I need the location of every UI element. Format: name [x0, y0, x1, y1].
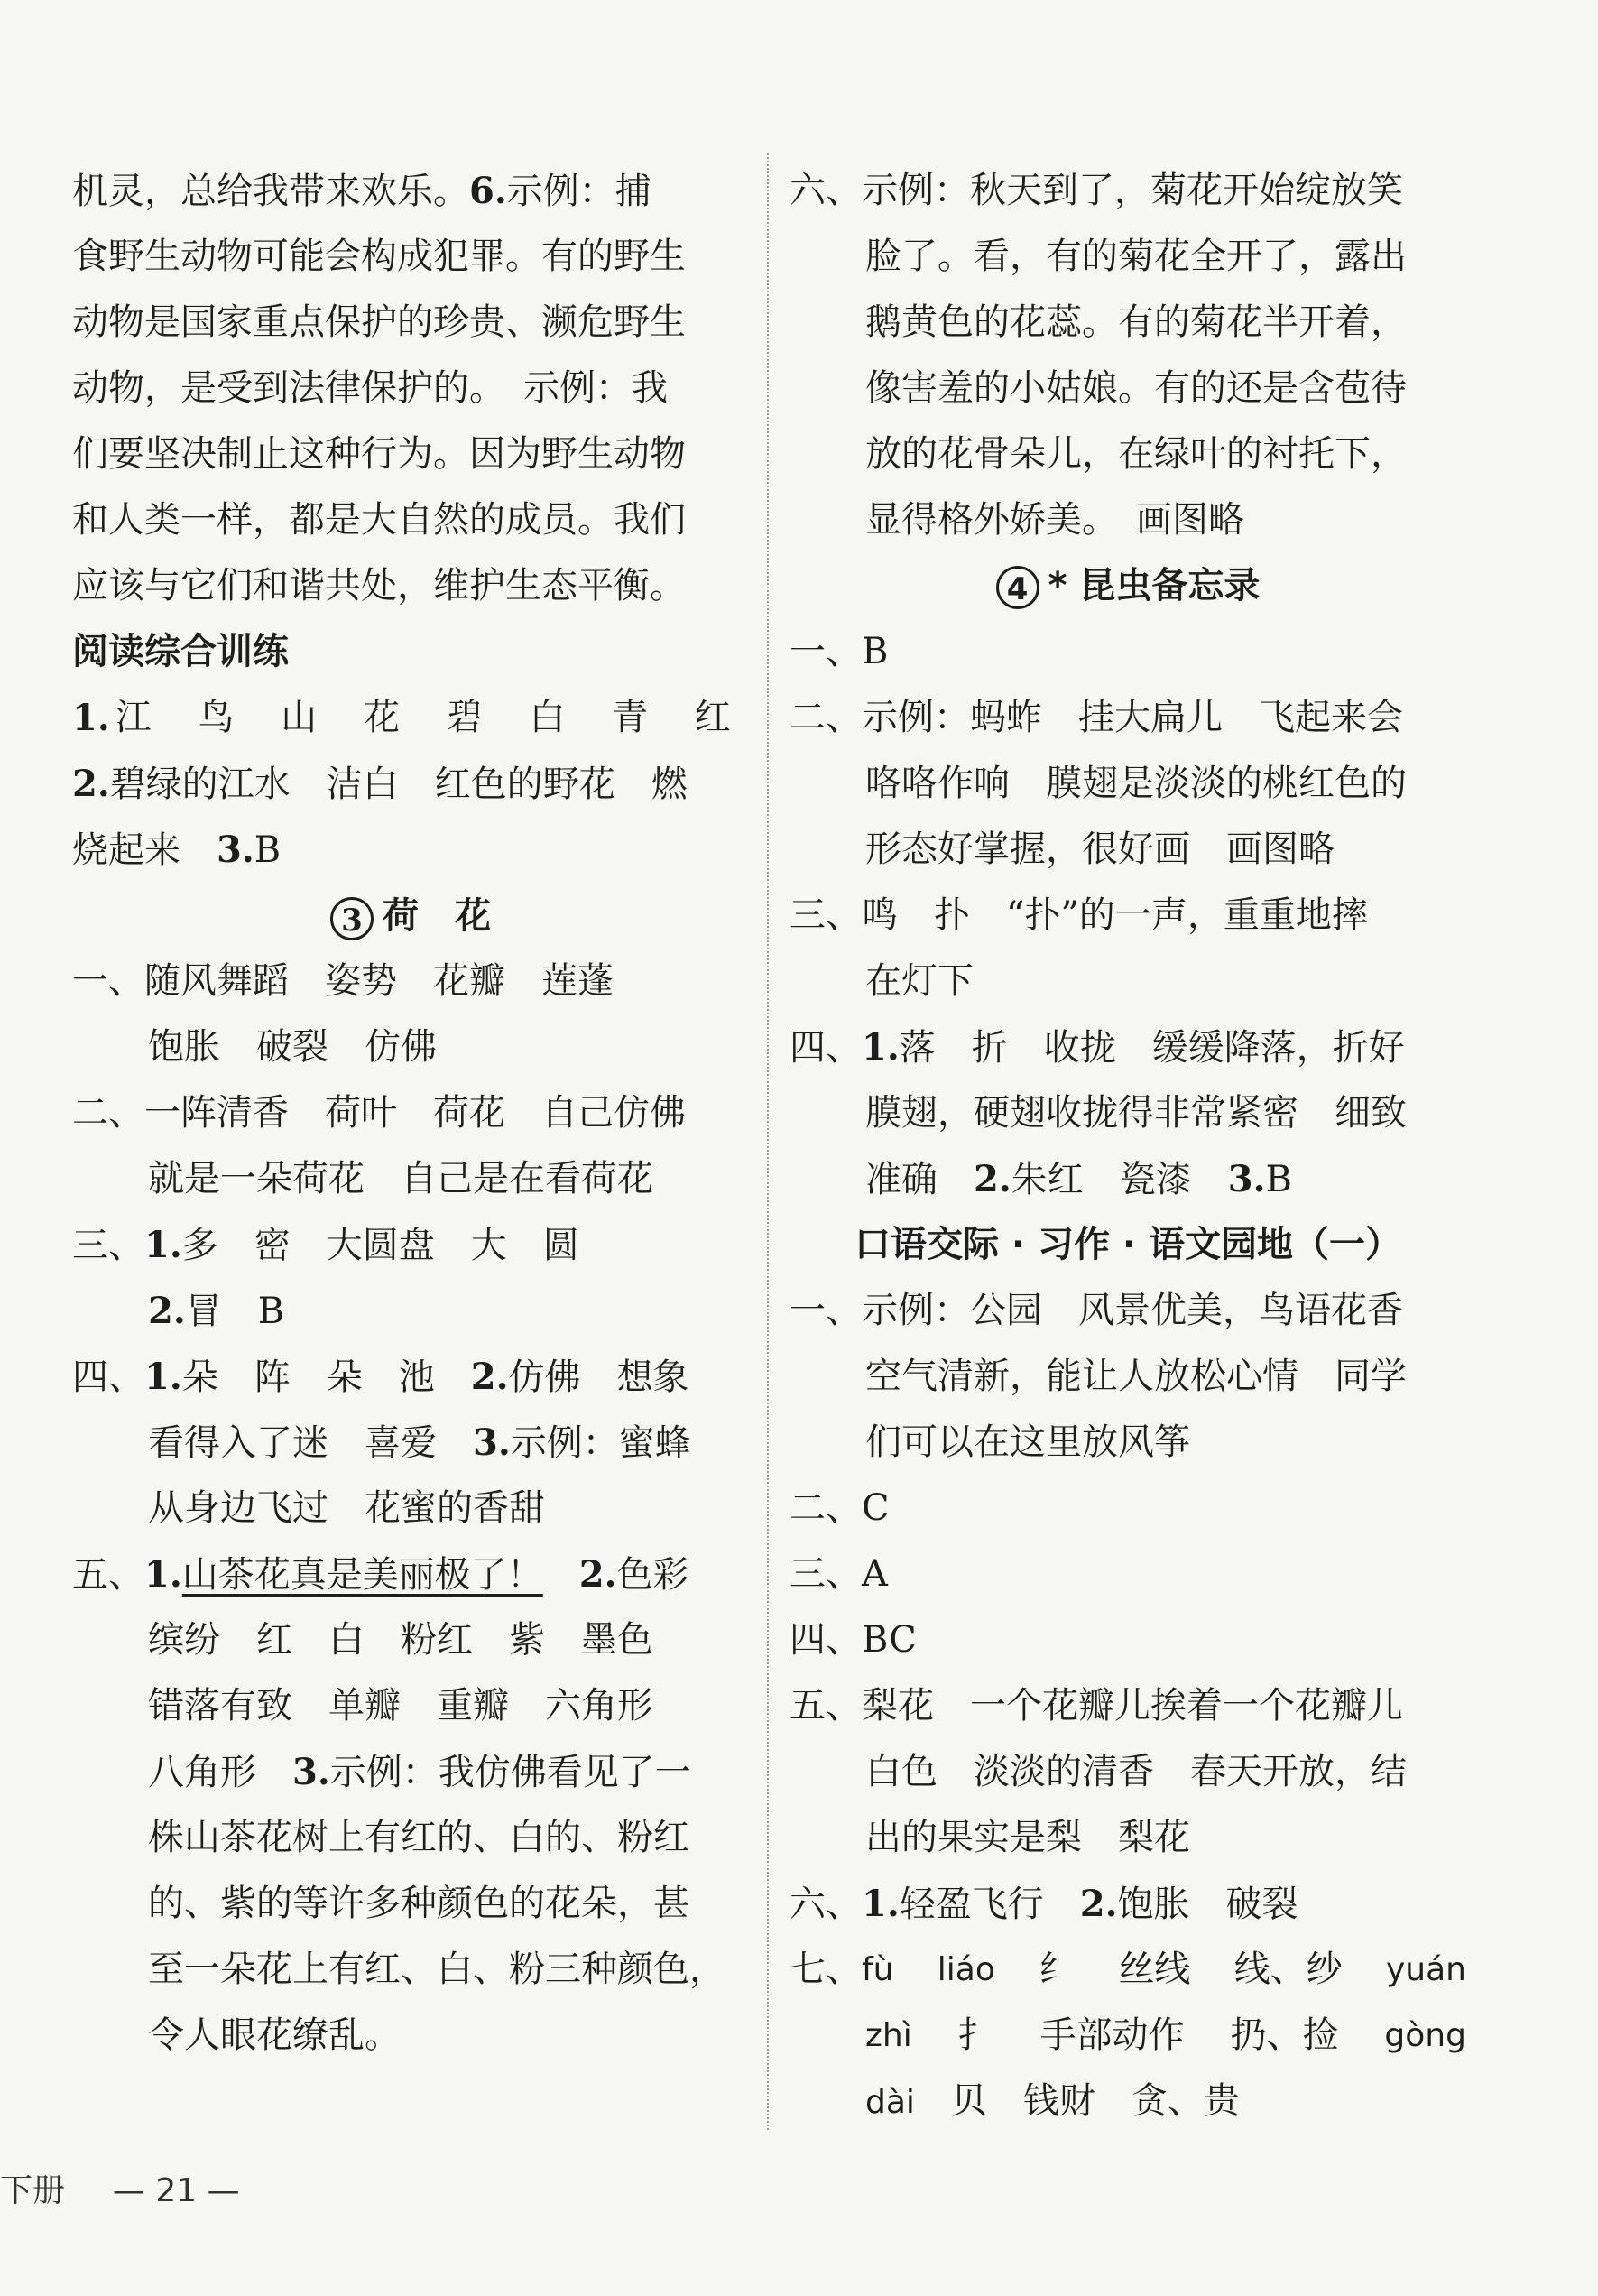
text-line: 们要坚决制止这种行为。因为野生动物 — [72, 433, 686, 475]
answer-section-4: 四、1.落 折 收拢 缓缓降落，折好 — [790, 1026, 1405, 1069]
section-heading-oral: 口语交际 · 习作 · 语文园地（一） — [854, 1224, 1402, 1265]
column-divider — [767, 153, 769, 2130]
lesson-heading-4: 4 * 昆虫备忘录 — [790, 553, 1466, 619]
text-line: 们可以在这里放风筝 — [865, 1421, 1190, 1463]
answer-section-1: 一、B — [790, 631, 889, 672]
reading-answer-1: 1. 江 鸟 山 花 碧 白 青 红 — [72, 697, 731, 739]
text-line: zhì 扌 手部动作 扔、捡 gòng — [865, 2014, 1466, 2056]
answer-section-4: 四、1.朵 阵 朵 池 2.仿佛 想象 — [72, 1356, 689, 1398]
text-line: 应该与它们和谐共处，维护生态平衡。 — [72, 565, 686, 606]
text-line: 咯咯作响 膜翅是淡淡的桃红色的 — [865, 763, 1407, 804]
text-line: 2.冒 B — [148, 1290, 285, 1332]
text-line: 膜翅，硬翅收拢得非常紧密 细致 — [865, 1092, 1407, 1134]
section-heading-reading: 阅读综合训练 — [72, 631, 289, 672]
answer-section-4: 四、BC — [790, 1619, 917, 1661]
text-line: 显得格外娇美。 画图略 — [865, 499, 1244, 541]
answer-section-5: 五、1.山茶花真是美丽极了！ 2.色彩 — [72, 1553, 689, 1596]
text-line: 动物，是受到法律保护的。 示例：我 — [72, 367, 668, 409]
text-line: 准确 2.朱红 瓷漆 3.B — [865, 1158, 1292, 1200]
text-line: 空气清新，能让人放松心情 同学 — [865, 1356, 1407, 1397]
lesson-number-badge: 3 — [330, 897, 374, 940]
text-line: 就是一朵荷花 自己是在看荷花 — [148, 1158, 653, 1199]
text-line: 至一朵花上有红、白、粉三种颜色， — [148, 1949, 725, 1990]
answer-section-2: 二、一阵清香 荷叶 荷花 自己仿佛 — [72, 1092, 686, 1134]
left-column — [72, 158, 749, 2069]
text-line: 看得入了迷 喜爱 3.示例：蜜蜂 — [148, 1421, 691, 1464]
text-line: 八角形 3.示例：我仿佛看见了一 — [148, 1751, 691, 1793]
answer-section-3: 三、A — [790, 1553, 888, 1595]
answer-section-1: 一、示例：公园 风景优美，鸟语花香 — [790, 1290, 1403, 1331]
reading-answer-2: 2.碧绿的江水 洁白 红色的野花 燃 — [72, 763, 688, 805]
answer-section-3: 三、鸣 扑 “扑”的一声，重重地摔 — [790, 894, 1368, 936]
answer-section-2: 二、示例：蚂蚱 挂大扁儿 飞起来会 — [790, 697, 1403, 738]
text-line: 出的果实是梨 梨花 — [865, 1817, 1190, 1858]
volume-label: 下册 — [0, 2172, 66, 2209]
text-line: 和人类一样，都是大自然的成员。我们 — [72, 499, 686, 541]
text-line: 脸了。看，有的菊花全开了，露出 — [865, 236, 1407, 277]
text-line: 的、紫的等许多种颜色的花朵，甚 — [148, 1883, 689, 1924]
text-line: 食野生动物可能会构成犯罪。有的野生 — [72, 236, 686, 277]
text-line: 鹅黄色的花蕊。有的菊花半开着， — [865, 301, 1407, 343]
text-line: 饱胀 破裂 仿佛 — [148, 1026, 437, 1068]
text-line: 错落有致 单瓣 重瓣 六角形 — [148, 1685, 653, 1727]
lesson-heading-3: 3 荷 花 — [72, 883, 749, 949]
text-line: 放的花骨朵儿，在绿叶的衬托下， — [865, 433, 1407, 475]
answer-section-2: 二、C — [790, 1487, 890, 1529]
right-column — [790, 158, 1466, 2134]
underlined-answer: 山茶花真是美丽极了！ — [181, 1554, 543, 1596]
page-footer — [0, 2164, 240, 2218]
reading-answer-3: 烧起来 3.B — [72, 829, 282, 871]
answer-section-6: 六、1.轻盈飞行 2.饱胀 破裂 — [790, 1883, 1298, 1925]
text-line: dài 贝 钱财 贪、贵 — [865, 2080, 1240, 2122]
answer-section-7: 七、 fù liáo 纟 丝线 线、纱 yuán — [790, 1949, 1466, 1990]
answer-section-3: 三、1.多 密 大圆盘 大 圆 — [72, 1224, 579, 1266]
text-line: 缤纷 红 白 粉红 紫 墨色 — [148, 1619, 653, 1661]
text-line: 从身边飞过 花蜜的香甜 — [148, 1487, 545, 1529]
lesson-number-badge: 4 — [996, 566, 1039, 609]
text-line: 在灯下 — [865, 960, 974, 1002]
page-number: — 21 — — [112, 2172, 240, 2209]
text-line: 动物是国家重点保护的珍贵、濒危野生 — [72, 301, 686, 343]
text-line: 白色 淡淡的清香 春天开放，结 — [865, 1751, 1407, 1792]
answer-section-6: 六、示例：秋天到了，菊花开始绽放笑 — [790, 170, 1403, 211]
text-line: 像害羞的小姑娘。有的还是含苞待 — [865, 367, 1407, 409]
text-line: 株山茶花树上有红的、白的、粉红 — [148, 1817, 689, 1858]
text-line: 令人眼花缭乱。 — [148, 2014, 401, 2056]
text-line: 机灵，总给我带来欢乐。6.示例：捕 — [72, 170, 651, 212]
answer-section-5: 五、梨花 一个花瓣儿挨着一个花瓣儿 — [790, 1685, 1403, 1727]
answer-section-1: 一、随风舞蹈 姿势 花瓣 莲蓬 — [72, 960, 614, 1002]
text-line: 形态好掌握，很好画 画图略 — [865, 829, 1335, 870]
